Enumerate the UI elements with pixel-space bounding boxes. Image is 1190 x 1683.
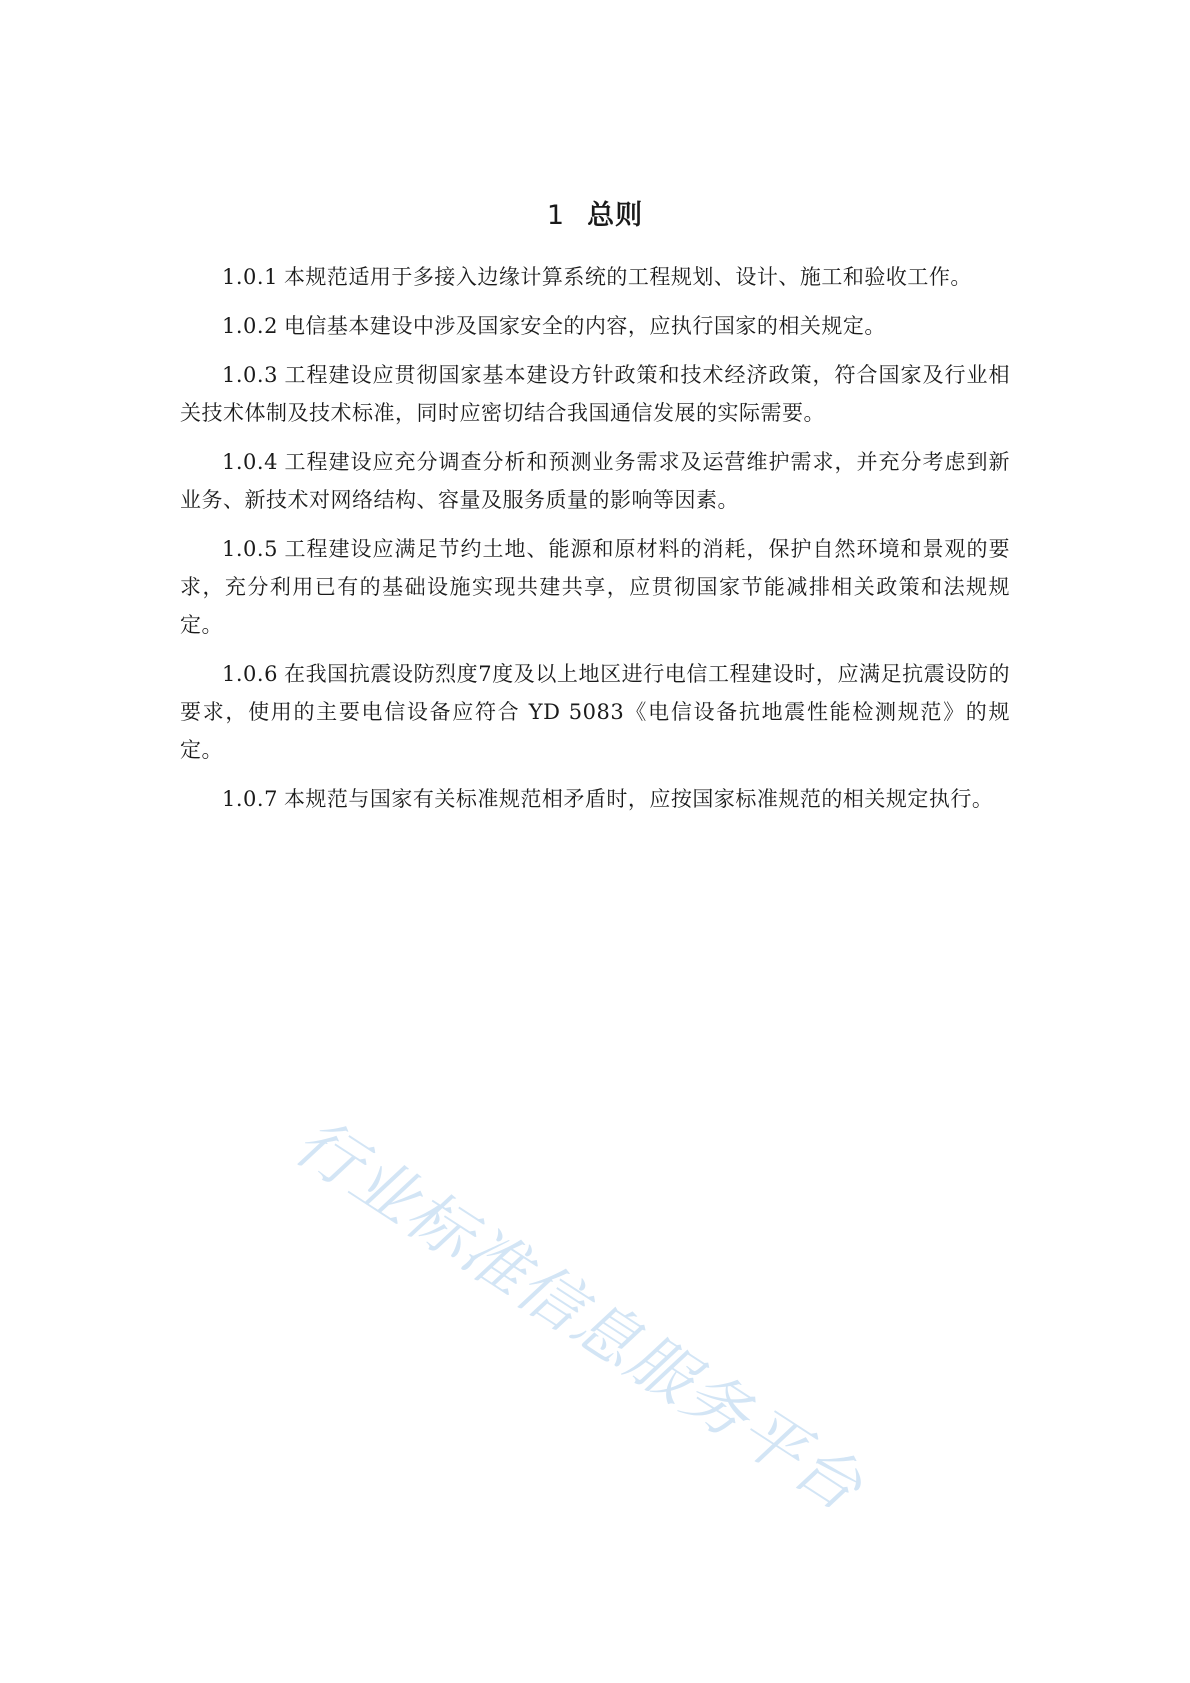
clause-text: 本规范与国家有关标准规范相矛盾时，应按国家标准规范的相关规定执行。 — [283, 787, 994, 811]
clause-1-0-4 — [180, 443, 1010, 519]
clause-list — [180, 258, 1010, 829]
clause-number: 1.0.3 — [222, 363, 278, 387]
clause-1-0-6 — [180, 655, 1010, 769]
clause-text: 本规范适用于多接入边缘计算系统的工程规划、设计、施工和验收工作。 — [283, 265, 972, 289]
clause-text: 工程建设应贯彻国家基本建设方针政策和技术经济政策，符合国家及行业相关技术体制及技术标准，同时应密切结合我国通信发展的实际需要。 — [180, 363, 1010, 425]
clause-number: 1.0.4 — [222, 450, 278, 474]
clause-1-0-5 — [180, 530, 1010, 644]
clause-text: 在我国抗震设防烈度7度及以上地区进行电信工程建设时，应满足抗震设防的要求，使用的主要电信设备应符合 YD 5083《电信设备抗地震性能检测规范》的规定。 — [180, 662, 1010, 762]
clause-number: 1.0.1 — [222, 265, 278, 289]
chapter-title — [0, 193, 1190, 232]
clause-1-0-2 — [180, 307, 1010, 345]
chapter-number: 1 — [546, 200, 566, 231]
clause-number: 1.0.6 — [222, 662, 278, 686]
clause-text: 工程建设应充分调查分析和预测业务需求及运营维护需求，并充分考虑到新业务、新技术对网络结构、容量及服务质量的影响等因素。 — [180, 450, 1010, 512]
watermark: 行业标准信息服务平台 — [281, 1105, 876, 1527]
clause-number: 1.0.7 — [222, 787, 278, 811]
clause-number: 1.0.5 — [222, 537, 278, 561]
clause-1-0-3 — [180, 356, 1010, 432]
clause-1-0-1 — [180, 258, 1010, 296]
clause-1-0-7 — [180, 780, 1010, 818]
chapter-title-text: 总则 — [587, 200, 644, 231]
clause-text: 工程建设应满足节约土地、能源和原材料的消耗，保护自然环境和景观的要求，充分利用已有的基础设施实现共建共享，应贯彻国家节能减排相关政策和法规规定。 — [180, 537, 1010, 637]
clause-number: 1.0.2 — [222, 314, 278, 338]
clause-text: 电信基本建设中涉及国家安全的内容，应执行国家的相关规定。 — [283, 314, 886, 338]
